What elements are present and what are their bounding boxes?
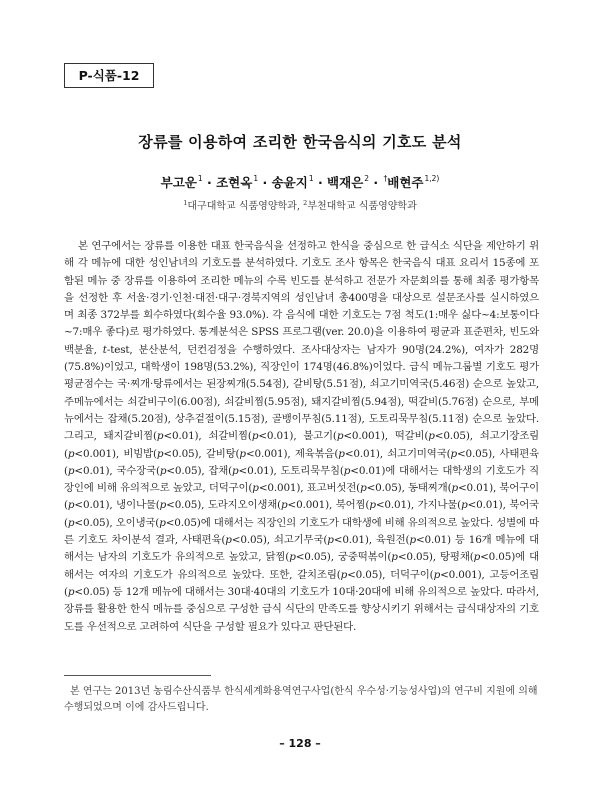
author-name: 부고운 <box>160 175 197 190</box>
abstract-italic-symbol: p <box>433 568 441 581</box>
abstract-italic-symbol: p <box>67 585 75 598</box>
abstract-italic-symbol: p <box>428 430 435 443</box>
abstract-text-run: <0.05), 동태찌개( <box>366 482 452 495</box>
abstract-text-run: <0.001), 북어찜( <box>287 499 370 512</box>
affiliation-mark: 2 <box>303 199 308 207</box>
paper-title: 장류를 이용하여 조리한 한국음식의 기호도 분석 <box>138 133 462 151</box>
abstract-italic-symbol: p <box>232 464 239 477</box>
abstract-text-run: <0.05), 궁중떡볶이( <box>295 551 392 564</box>
abstract-italic-symbol: p <box>343 464 351 477</box>
author-list <box>0 173 600 191</box>
abstract-text-run: <0.05)에 대해서는 직장인의 기호도가 대학생에 비해 유의적으로 높았다. 성별에 따른 기호도 차이분석 결과, 사태편육( <box>64 516 539 547</box>
abstract-italic-symbol: p <box>156 430 164 443</box>
abstract-text-run: <0.05) 등 12개 메뉴에 대해서는 30대·40대의 기호도가 10대·20대에 비해 유의적으로 높았다. 따라서, 장류를 활용한 한식 메뉴를 중심으로 구성한 급식 식단의 만족도를 향상시키기 위해서는 급식대상자의 기호도를 우선적으로 고려하여 식단을 구성할 필요가 있다고 판단된다. <box>64 585 539 633</box>
author-item: 조현옥$^1$ · <box>216 174 272 190</box>
author-name: 백재은 <box>327 175 364 190</box>
abstract-text-run: <0.01), 가지나물( <box>375 499 462 512</box>
author-affiliation-mark: 1 <box>308 174 314 183</box>
abstract-italic-symbol: t <box>102 343 107 356</box>
author-item <box>383 175 440 190</box>
author-affiliation-mark: 1 <box>253 174 259 183</box>
affiliation-mark: 1 <box>183 199 188 207</box>
abstract-text-run: <0.05), 도라지오이생채( <box>166 499 282 512</box>
abstract-text-run: <0.05), 잡채( <box>166 464 233 477</box>
abstract-italic-symbol: p <box>409 534 416 547</box>
abstract-text-run: <0.01), 육원전( <box>333 534 410 547</box>
author-name: 배현주 <box>387 175 424 190</box>
abstract-text-run: 본 연구에서는 장류를 이용한 대표 한국음식을 선정하고 한식을 중심으로 한 급식소 식단을 제안하기 위해 각 메뉴에 대한 성인남녀의 기호도를 분석하였다. 기호도 조사 항목은 한국음식 대표 요리서 15종에 포함된 메뉴 중 장류를 이용하여 조리한 메뉴의 수록 빈도를 분석하고 전문가 자문회의를 통해 최종 평가항목을 선정한 후 서울·경기·인천·대전·대구·경북지역의 성인남녀 총400명을 대상으로 설문조사를 실시하였으며 최종 372부를 회수하였다(회수율 93.0%). 각 음식에 대한 기호도는 7점 척도(1:매우 싫다~4:보통이다~7:매우 좋다)로 평가하였다. 통계분석은 SPSS 프로그램(ver. 20.0)을 이용하여 평균과 표준편차, 빈도와 백분율, <box>64 240 539 356</box>
abstract-body <box>64 238 539 636</box>
affiliation-text: 부천대학교 식품영양학과 <box>307 201 417 212</box>
abstract-italic-symbol: p <box>252 482 259 495</box>
abstract-italic-symbol: p <box>451 482 458 495</box>
abstract-italic-symbol: p <box>450 447 457 460</box>
abstract-text-run: <0.05), 쇠고기무국( <box>231 534 328 547</box>
abstract-italic-symbol: p <box>360 482 367 495</box>
abstract-text-run: <0.01), 냉이나물( <box>74 499 160 512</box>
abstract-text-run: -test, 분산분석, 던컨검정을 수행하였다. 조사대상자는 남자가 90명(24.2%), 여자가 282명(75.8%)이었고, 대학생이 198명(53.2%), 직장인이 174명(46.8%)이었다. 급식 메뉴그룹별 기호도 평가 평균점수는 국·찌개·탕류에서는 된장찌개(5.54점), 갈비탕(5.51점), 쇠고기미역국(5.46점) 순으로 높았고, 주메뉴에서는 쇠갈비구이(6.00점), 쇠갈비찜(5.95점), 돼지갈비찜(5.94점), 떡갈비(5.76점) 순으로, 부메뉴에서는 잡채(5.20점), 상추겉절이(5.15점), 골뱅이무침(5.11점), 도토리묵무침(5.11점) 순으로 높았다. 그리고, 돼지갈비찜( <box>64 343 539 443</box>
abstract-italic-symbol: p <box>159 516 166 529</box>
author-affiliation-mark: 1,2) <box>424 174 440 183</box>
abstract-italic-symbol: p <box>159 499 167 512</box>
abstract-text-run: <0.01)에 대해서는 대학생의 기호도가 직장인에 비해 유의적으로 높았고, 더덕구이( <box>64 464 539 495</box>
abstract-text-run: <0.05), 쇠고기장조림( <box>64 430 540 460</box>
abstract-italic-symbol: p <box>67 447 75 460</box>
author-item: 부고운$^1$ · <box>160 174 217 190</box>
abstract-italic-symbol: p <box>67 464 75 477</box>
author-name: 조현옥 <box>216 175 253 190</box>
abstract-italic-symbol: p <box>251 430 259 443</box>
abstract-italic-symbol: p <box>473 551 481 564</box>
abstract-text-run: <0.05), 더덕구이( <box>347 568 434 581</box>
footnote-divider <box>64 675 211 676</box>
abstract-italic-symbol: p <box>336 430 344 443</box>
abstract-italic-symbol: p <box>239 447 246 460</box>
author-item: 백재은$^2$ · <box>327 174 383 190</box>
abstract-italic-symbol: p <box>67 516 75 529</box>
author-affiliation-mark: 2 <box>364 174 370 183</box>
abstract-text-run: <0.01), 국수장국( <box>74 464 160 477</box>
abstract-italic-symbol: p <box>281 499 288 512</box>
author-name: 송윤지 <box>271 175 308 190</box>
affiliations <box>0 197 600 212</box>
affiliation-text: 대구대학교 식품영양학과, <box>187 201 304 212</box>
funding-footnote: 본 연구는 2013년 농림수산식품부 한식세계화용역연구사업(한식 우수성·기능성사업)의 연구비 지원에 의해 수행되었으며 이에 감사드립니다. <box>64 686 538 713</box>
abstract-italic-symbol: p <box>340 568 348 581</box>
author-affiliation-mark: 1 <box>197 174 203 183</box>
abstract-italic-symbol: p <box>289 551 296 564</box>
abstract-italic-symbol: p <box>338 447 345 460</box>
abstract-italic-symbol: p <box>369 499 376 512</box>
abstract-text-run: <0.05), 사태편육( <box>64 447 539 477</box>
corresponding-author-mark: † <box>383 174 388 183</box>
abstract-text-run: <0.05), 오이냉국( <box>74 516 160 529</box>
abstract-text-run: <0.001), 떡갈비( <box>343 430 429 443</box>
abstract-italic-symbol: p <box>225 534 232 547</box>
abstract-text-run: <0.01), 불고기( <box>258 430 337 443</box>
abstract-text-run: <0.01), 도토리묵무침( <box>238 464 344 477</box>
abstract-text-run: <0.01) 등 16개 메뉴에 대해서는 남자의 기호도가 유의적으로 높았고, 닭찜( <box>64 534 539 564</box>
abstract-text-run: <0.001), 표고버섯전( <box>258 482 361 495</box>
page-number: – 128 – <box>279 737 321 750</box>
session-code: P-식품-12 <box>78 68 140 83</box>
abstract-text-run: <0.05)에 대해서는 여자의 기호도가 유의적으로 높았다. 또한, 갈치조림( <box>64 551 539 581</box>
abstract-text-run: <0.001), 고등어조림( <box>64 568 539 598</box>
abstract-italic-symbol: p <box>156 447 164 460</box>
abstract-text-run: <0.05), 탕평채( <box>397 551 474 564</box>
abstract-text-run: <0.05), 갈비탕( <box>163 447 240 460</box>
abstract-text-run: <0.01), 북어구이( <box>64 482 539 512</box>
abstract-italic-symbol: p <box>159 464 167 477</box>
abstract-italic-symbol: p <box>391 551 398 564</box>
abstract-text-run: <0.01), 북어국( <box>64 499 539 529</box>
abstract-text-run: <0.01), 쇠갈비찜( <box>163 430 252 443</box>
abstract-italic-symbol: p <box>327 534 334 547</box>
abstract-text-run: <0.001), 비빔밥( <box>74 447 157 460</box>
abstract-italic-symbol: p <box>67 499 75 512</box>
abstract-text-run: <0.001), 제육볶음( <box>245 447 339 460</box>
abstract-italic-symbol: p <box>461 499 468 512</box>
abstract-text-run: <0.01), 쇠고기미역국( <box>344 447 451 460</box>
author-item: 송윤지$^1$ · <box>271 174 328 190</box>
session-code-box <box>64 63 154 88</box>
